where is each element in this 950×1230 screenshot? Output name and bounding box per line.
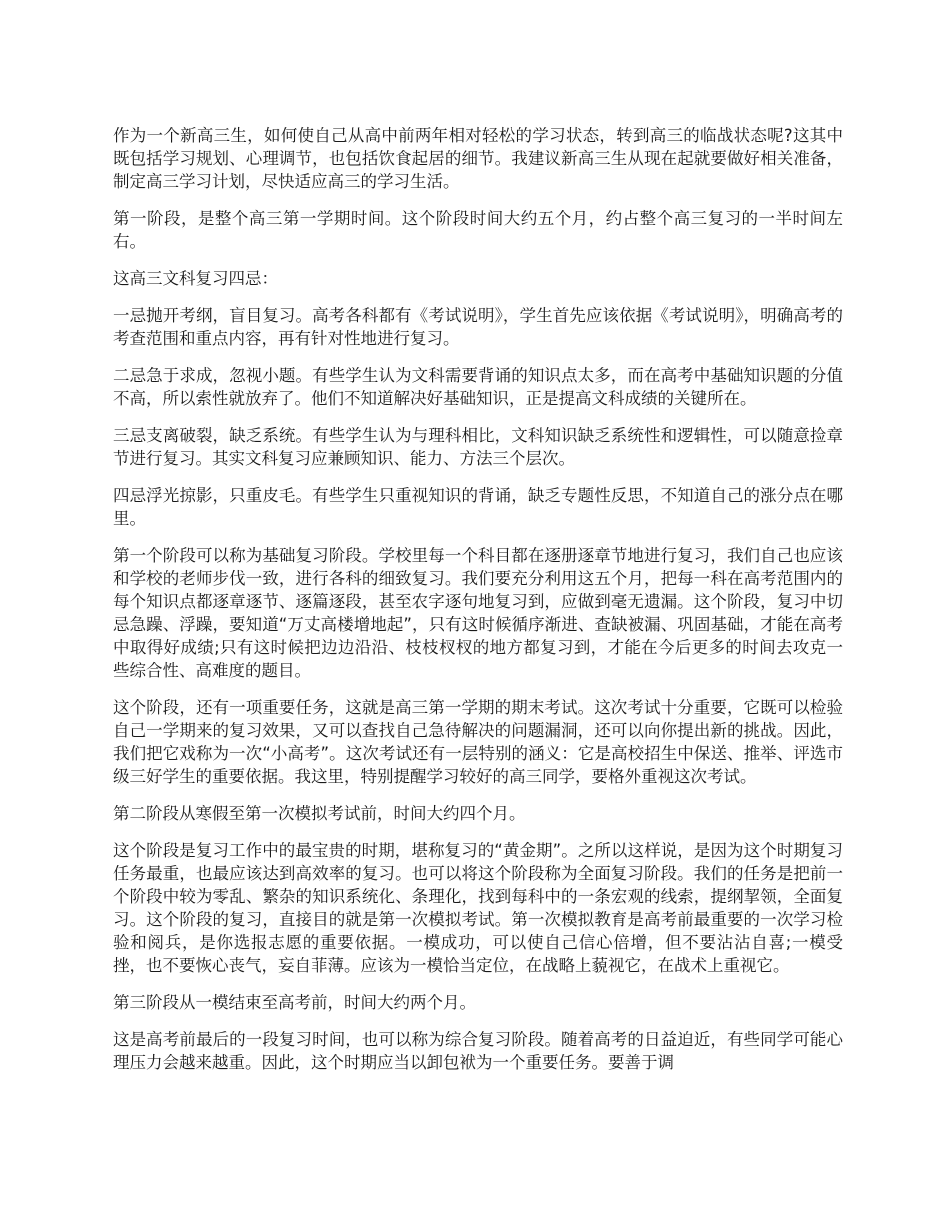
paragraph-four-taboos-heading: 这高三文科复习四忌： [113, 269, 278, 288]
document-body [113, 124, 843, 1074]
paragraph-intro: 作为一个新高三生，如何使自己从高中前两年相对轻松的学习状态，转到高三的临战状态呢?这其中既包括学习规划、心理调节，也包括饮食起居的细节。我建议新高三生从现在起就要做好相关准备，制定高三学习计划，尽快适应高三的学习生活。 [113, 126, 843, 191]
paragraph-golden-period: 这个阶段是复习工作中的最宝贵的时期，堪称复习的“黄金期”。之所以这样说，是因为这个时期复习任务最重，也最应该达到高效率的复习。也可以将这个阶段称为全面复习阶段。我们的任务是把前一个阶段中较为零乱、繁杂的知识系统化、条理化，找到每科中的一条宏观的线索，提纲挈领，全面复习。这个阶段的复习，直接目的就是第一次模拟考试。第一次模拟教育是高考前最重要的一次学习检验和阅兵，是你选报志愿的重要依据。一模成功，可以使自己信心倍增，但不要沾沾自喜;一模受挫，也不要恢心丧气，妄自菲薄。应该为一模恰当定位，在战略上藐视它，在战术上重视它。 [113, 841, 843, 975]
paragraph-stage-one: 第一阶段，是整个高三第一学期时间。这个阶段时间大约五个月，约占整个高三复习的一半时间左右。 [113, 209, 843, 251]
paragraph-stage-two: 第二阶段从寒假至第一次模拟考试前，时间大约四个月。 [113, 804, 526, 823]
paragraph-stage-three: 第三阶段从一模结束至高考前，时间大约两个月。 [113, 993, 476, 1012]
paragraph-comprehensive-review: 这是高考前最后的一段复习时间，也可以称为综合复习阶段。随着高考的日益迫近，有些同学可能心理压力会越来越重。因此，这个时期应当以卸包袱为一个重要任务。要善于调 [113, 1030, 843, 1072]
paragraph-taboo-three: 三忌支离破裂，缺乏系统。有些学生认为与理科相比，文科知识缺乏系统性和逻辑性，可以随意捡章节进行复习。其实文科复习应兼顾知识、能力、方法三个层次。 [113, 426, 843, 468]
paragraph-taboo-two: 二忌急于求成，忽视小题。有些学生认为文科需要背诵的知识点太多，而在高考中基础知识题的分值不高，所以索性就放弃了。他们不知道解决好基础知识，正是提高文科成绩的关键所在。 [113, 366, 843, 408]
paragraph-taboo-one: 一忌抛开考纲，盲目复习。高考各科都有《考试说明》，学生首先应该依据《考试说明》，明确高考的考查范围和重点内容，再有针对性地进行复习。 [113, 306, 843, 348]
paragraph-taboo-four: 四忌浮光掠影，只重皮毛。有些学生只重视知识的背诵，缺乏专题性反思，不知道自己的涨分点在哪里。 [113, 486, 843, 528]
paragraph-final-exam: 这个阶段，还有一项重要任务，这就是高三第一学期的期末考试。这次考试十分重要，它既可以检验自己一学期来的复习效果，又可以查找自己急待解决的问题漏洞，还可以向你提出新的挑战。因此，我们把它戏称为一次“小高考”。这次考试还有一层特别的涵义：它是高校招生中保送、推举、评选市级三好学生的重要依据。我这里，特别提醒学习较好的高三同学，要格外重视这次考试。 [113, 698, 843, 786]
paragraph-basic-review: 第一个阶段可以称为基础复习阶段。学校里每一个科目都在逐册逐章节地进行复习，我们自己也应该和学校的老师步伐一致，进行各科的细致复习。我们要充分利用这五个月，把每一科在高考范围内的每个知识点都逐章逐节、逐篇逐段，甚至农字逐句地复习到，应做到毫无遗漏。这个阶段，复习中切忌急躁、浮躁，要知道“万丈高楼增地起”，只有这时候循序渐进、查缺被漏、巩固基础，才能在高考中取得好成绩;只有这时候把边边沿沿、枝枝杈杈的地方都复习到，才能在今后更多的时间去攻克一些综合性、高难度的题目。 [113, 546, 843, 680]
